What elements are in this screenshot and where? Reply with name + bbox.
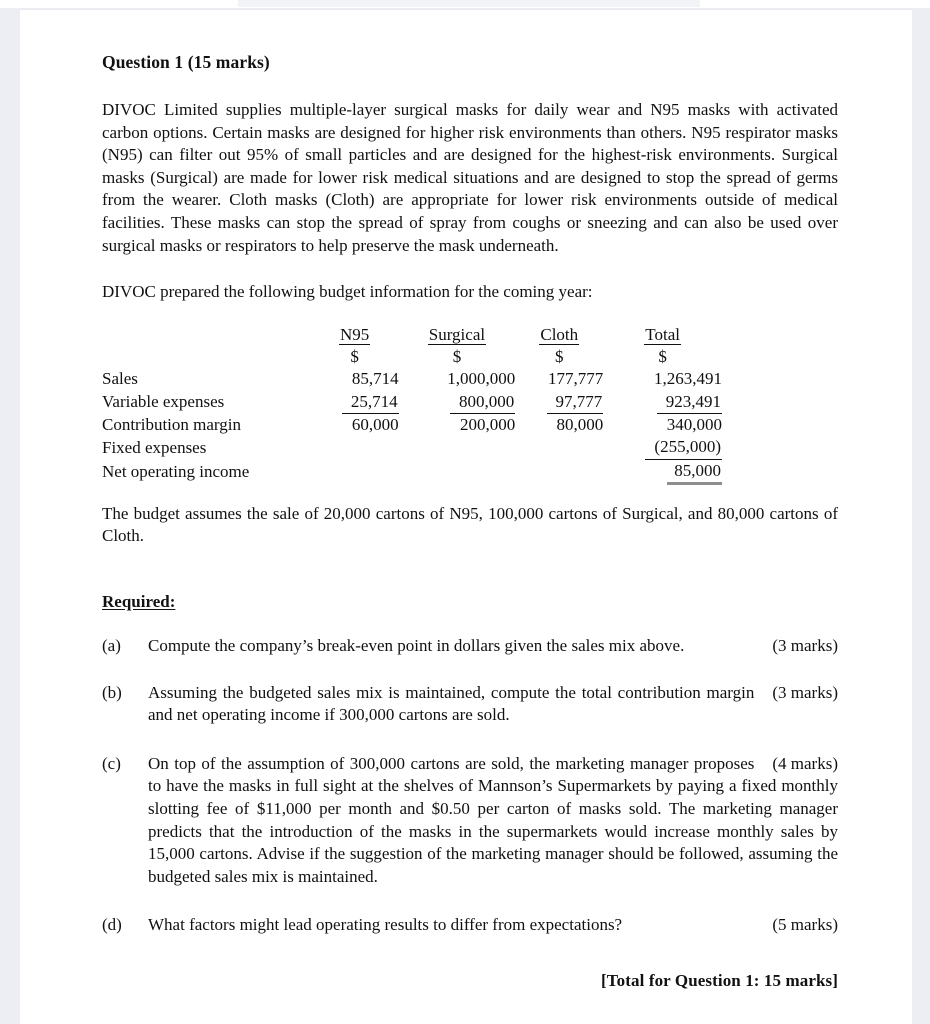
budget-row-label: Fixed expenses xyxy=(102,437,207,457)
spacer xyxy=(102,888,838,914)
budget-row-label: Sales xyxy=(102,369,138,389)
spacer xyxy=(102,727,838,753)
question-text-b xyxy=(148,682,838,727)
budget-header-total xyxy=(603,324,722,346)
budget-cell-surgical: 200,000 xyxy=(459,414,516,434)
document-page xyxy=(20,9,912,1024)
budget-table xyxy=(102,324,722,485)
table-row xyxy=(102,436,722,459)
question-marks-d: (5 marks) xyxy=(772,915,838,935)
budget-header-row xyxy=(102,324,722,346)
budget-header-cloth-label: Cloth xyxy=(540,324,579,344)
budget-header-blank xyxy=(102,324,311,346)
question-marks-c: (4 marks) xyxy=(772,753,838,773)
budget-header-total-label: Total xyxy=(645,324,680,344)
budget-cell-n95 xyxy=(311,460,399,485)
question-body-c: On top of the assumption of 300,000 cartons are sold, the marketing manager proposes to have the masks in full sight at the shelves of Mannson’s Supermarkets by paying a fixed monthly slotting fee of $11,000 per month and $0.50 per carton of masks sold. The marketing manager predicts that the introduction of the masks in the supermarkets would increase monthly sales by 15,000 cartons. Advise if the suggestion of the marketing manager should be followed, assuming the budgeted sales mix is maintained. xyxy=(148,753,838,886)
page-content xyxy=(102,52,838,991)
budget-table-head xyxy=(102,324,722,369)
question-marker-a: (a) xyxy=(102,636,121,656)
budget-cell-total xyxy=(603,391,722,414)
question-item-d xyxy=(102,914,838,937)
budget-cell-total xyxy=(603,436,722,459)
budget-currency-row xyxy=(102,346,722,368)
question-body-d: What factors might lead operating results to differ from expectations? xyxy=(148,915,623,935)
budget-row-label: Contribution margin xyxy=(102,414,241,434)
budget-cell-n95 xyxy=(311,436,399,459)
budget-header-surgical-label: Surgical xyxy=(428,324,486,344)
budget-lead-in: DIVOC prepared the following budget information for the coming year: xyxy=(102,282,593,302)
budget-cell-surgical xyxy=(399,436,516,459)
table-row xyxy=(102,391,722,414)
budget-cell-n95 xyxy=(311,391,399,414)
budget-cell-cloth xyxy=(515,436,603,459)
budget-header-n95-label: N95 xyxy=(339,324,370,344)
question-marker-b: (b) xyxy=(102,682,122,702)
budget-cell-cloth-value: 97,777 xyxy=(547,391,604,414)
budget-cell-cloth: 80,000 xyxy=(556,414,604,434)
budget-cell-surgical: 1,000,000 xyxy=(447,369,516,389)
budget-cell-total: 340,000 xyxy=(666,414,722,434)
budget-currency-n95: $ xyxy=(350,347,359,367)
budget-row-label: Net operating income xyxy=(102,462,250,482)
question-marks-b: (3 marks) xyxy=(772,682,838,702)
page-top-tab-shadow xyxy=(238,0,700,7)
budget-cell-cloth xyxy=(515,460,603,485)
budget-cell-cloth xyxy=(515,391,603,414)
budget-cell-surgical xyxy=(399,391,516,414)
question-text-c xyxy=(148,753,838,889)
intro-paragraph: DIVOC Limited supplies multiple-layer surgical masks for daily wear and N95 masks with activated carbon options. Certain masks are designed for higher risk environments than others. N95 respirator masks (N95) can filter out 95% of small particles and are designed for the highest-risk environments. Surgical masks (Surgical) are made for lower risk medical situations and are designed to stop the spread of germs from the wearer. Cloth masks (Cloth) are appropriate for lower risk environments outside of medical facilities. These masks can stop the spread of spray from coughs or sneezing and can also be used over surgical masks or respirators to help preserve the mask underneath. xyxy=(102,100,838,255)
question-text-a xyxy=(148,635,838,658)
question-body-b: Assuming the budgeted sales mix is maintained, compute the total contribution margin and net operating income if 300,000 cartons are sold. xyxy=(148,682,755,725)
question-marker-c: (c) xyxy=(102,753,121,773)
question-body-a: Compute the company’s break-even point in dollars given the sales mix above. xyxy=(148,636,685,656)
assumption-paragraph: The budget assumes the sale of 20,000 cartons of N95, 100,000 cartons of Surgical, and 80,000 cartons of Cloth. xyxy=(102,503,838,546)
spacer xyxy=(102,257,838,281)
question-marks-a: (3 marks) xyxy=(772,636,838,656)
budget-cell-n95: 85,714 xyxy=(351,369,399,389)
budget-cell-total: 1,263,491 xyxy=(654,369,722,389)
budget-cell-surgical xyxy=(399,460,516,485)
budget-cell-cloth: 177,777 xyxy=(548,369,604,389)
budget-cell-n95: 60,000 xyxy=(351,414,399,434)
budget-cell-total xyxy=(603,460,722,485)
question-text-d xyxy=(148,914,838,937)
question-item-a xyxy=(102,635,838,658)
budget-cell-total-value: 85,000 xyxy=(667,460,722,485)
spacer xyxy=(102,485,838,503)
spacer xyxy=(102,658,838,682)
required-heading: Required: xyxy=(102,592,176,612)
table-row xyxy=(102,460,722,485)
budget-cell-total-value: (255,000) xyxy=(645,436,722,459)
question-marker-d: (d) xyxy=(102,915,122,935)
total-for-question: [Total for Question 1: 15 marks] xyxy=(601,970,838,990)
budget-header-surgical xyxy=(399,324,516,346)
table-row xyxy=(102,368,722,390)
budget-header-n95 xyxy=(311,324,399,346)
budget-cell-surgical-value: 800,000 xyxy=(450,391,515,414)
budget-currency-surgical: $ xyxy=(452,347,462,367)
question-item-b xyxy=(102,682,838,727)
budget-currency-blank xyxy=(102,346,311,368)
budget-table-body xyxy=(102,368,722,484)
spacer xyxy=(102,612,838,635)
budget-currency-cloth: $ xyxy=(555,347,564,367)
spacer xyxy=(102,548,838,592)
budget-row-label: Variable expenses xyxy=(102,392,225,412)
budget-cell-total-value: 923,491 xyxy=(657,391,722,414)
question-title: Question 1 (15 marks) xyxy=(102,52,270,72)
budget-header-cloth xyxy=(515,324,603,346)
budget-cell-n95-value: 25,714 xyxy=(342,391,399,414)
page-left-gutter xyxy=(0,8,18,1024)
question-item-c xyxy=(102,753,838,889)
page-right-gutter xyxy=(912,8,930,1024)
budget-currency-total: $ xyxy=(658,347,667,367)
table-row xyxy=(102,414,722,436)
